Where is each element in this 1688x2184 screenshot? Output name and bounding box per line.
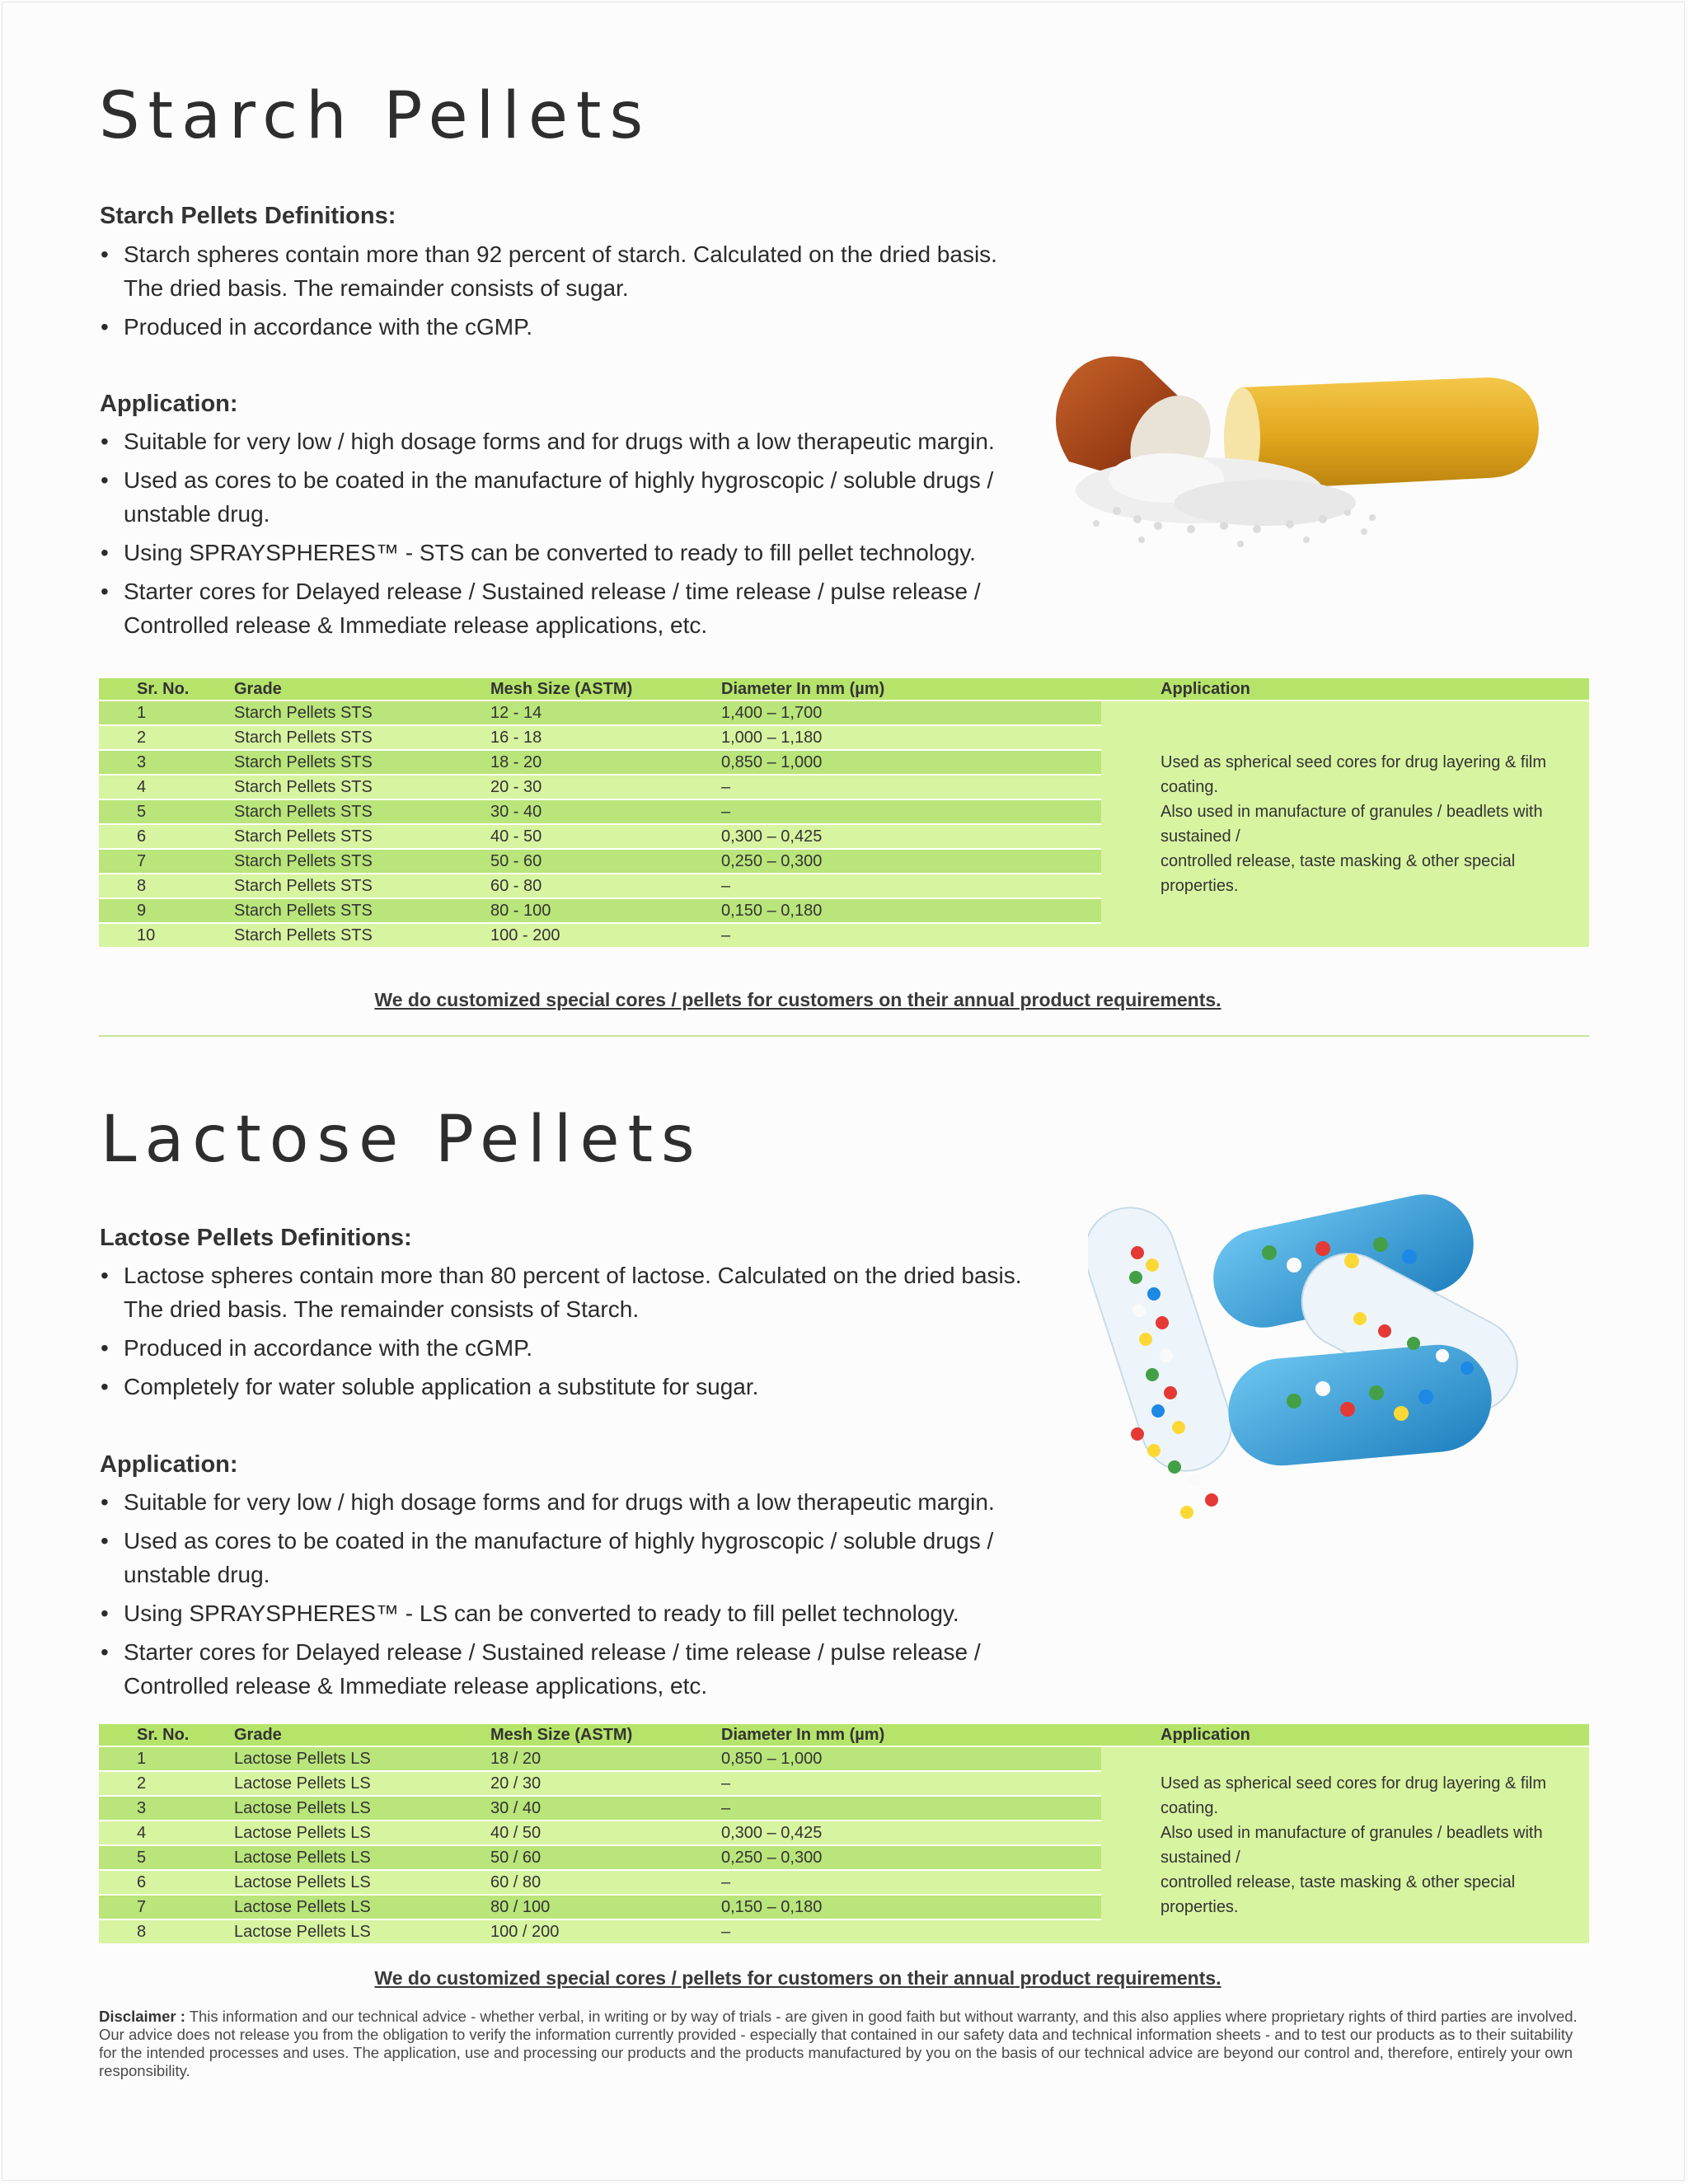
cell-diameter: – bbox=[721, 873, 1101, 898]
open-capsule-icon bbox=[993, 313, 1554, 585]
cell-sr-no: 8 bbox=[99, 1919, 234, 1943]
cell-diameter: 1,000 – 1,180 bbox=[721, 724, 1101, 749]
cell-sr-no: 7 bbox=[99, 1894, 234, 1919]
col-header-sr-no: Sr. No. bbox=[99, 678, 234, 700]
cell-grade: Lactose Pellets LS bbox=[234, 1844, 490, 1869]
cell-application bbox=[1101, 1746, 1589, 1943]
cell-diameter: 0,250 – 0,300 bbox=[721, 1844, 1101, 1869]
bullet-item: • Used as cores to be coated in the manufacture of highly hygroscopic / soluble drugs / unstable drug. bbox=[124, 1524, 1029, 1591]
cell-sr-no: 7 bbox=[99, 848, 234, 873]
application-line: Used as spherical seed cores for drug layering & film coating. bbox=[1160, 753, 1546, 796]
cell-diameter: – bbox=[721, 1795, 1101, 1820]
cell-grade: Starch Pellets STS bbox=[234, 799, 490, 823]
cell-sr-no: 1 bbox=[99, 1746, 234, 1770]
cell-sr-no: 8 bbox=[99, 873, 234, 898]
lactose-definitions-list bbox=[101, 1258, 1029, 1408]
starch-application-heading: Application: bbox=[100, 391, 238, 417]
table-row bbox=[99, 700, 1589, 724]
cell-mesh-size: 12 - 14 bbox=[490, 700, 721, 724]
bullet-item: • Suitable for very low / high dosage forms and for drugs with a low therapeutic margin. bbox=[124, 424, 1029, 458]
disclaimer bbox=[99, 2008, 1591, 2080]
cell-mesh-size: 40 / 50 bbox=[490, 1820, 721, 1844]
bullet-item: • Using SPRAYSPHERES™ - LS can be converted to ready to fill pellet technology. bbox=[124, 1596, 1029, 1630]
cell-mesh-size: 60 - 80 bbox=[490, 873, 721, 898]
cell-mesh-size: 30 - 40 bbox=[490, 799, 721, 823]
application-line: Also used in manufacture of granules / beadlets with sustained / bbox=[1160, 1824, 1543, 1867]
cell-grade: Lactose Pellets LS bbox=[234, 1795, 490, 1820]
bullet-item: • Suitable for very low / high dosage forms and for drugs with a low therapeutic margin. bbox=[124, 1485, 1029, 1519]
cell-sr-no: 4 bbox=[99, 1820, 234, 1844]
cell-diameter: 0,150 – 0,180 bbox=[721, 898, 1101, 922]
cell-mesh-size: 80 - 100 bbox=[490, 898, 721, 922]
cell-sr-no: 5 bbox=[99, 799, 234, 823]
cell-sr-no: 4 bbox=[99, 774, 234, 799]
col-header-application: Application bbox=[1101, 1724, 1589, 1746]
cell-grade: Starch Pellets STS bbox=[234, 922, 490, 947]
cell-sr-no: 6 bbox=[99, 1869, 234, 1894]
cell-diameter: – bbox=[721, 799, 1101, 823]
lactose-pellets-table bbox=[99, 1724, 1589, 1943]
cell-grade: Starch Pellets STS bbox=[234, 724, 490, 749]
cell-grade: Starch Pellets STS bbox=[234, 749, 490, 774]
starch-definitions-heading: Starch Pellets Definitions: bbox=[100, 203, 396, 229]
cell-mesh-size: 18 - 20 bbox=[490, 749, 721, 774]
cell-mesh-size: 40 - 50 bbox=[490, 823, 721, 848]
table-header-row bbox=[99, 1724, 1589, 1746]
col-header-grade: Grade bbox=[234, 1724, 490, 1746]
cell-diameter: 0,150 – 0,180 bbox=[721, 1894, 1101, 1919]
col-header-diameter: Diameter In mm (µm) bbox=[721, 678, 1101, 700]
cell-sr-no: 5 bbox=[99, 1844, 234, 1869]
application-line: Also used in manufacture of granules / beadlets with sustained / bbox=[1160, 803, 1543, 846]
col-header-mesh-size: Mesh Size (ASTM) bbox=[490, 678, 721, 700]
cell-diameter: 1,400 – 1,700 bbox=[721, 700, 1101, 724]
lactose-application-list bbox=[101, 1485, 1029, 1708]
cell-mesh-size: 16 - 18 bbox=[490, 724, 721, 749]
cell-diameter: – bbox=[721, 774, 1101, 799]
cell-grade: Starch Pellets STS bbox=[234, 774, 490, 799]
cell-diameter: 0,250 – 0,300 bbox=[721, 848, 1101, 873]
cell-diameter: 0,850 – 1,000 bbox=[721, 1746, 1101, 1770]
cell-grade: Starch Pellets STS bbox=[234, 848, 490, 873]
bullet-item: • Completely for water soluble application a substitute for sugar. bbox=[124, 1370, 1029, 1404]
cell-sr-no: 9 bbox=[99, 898, 234, 922]
bullet-item: • Produced in accordance with the cGMP. bbox=[124, 1331, 1029, 1365]
cell-diameter: – bbox=[721, 1770, 1101, 1795]
cell-diameter: – bbox=[721, 1919, 1101, 1943]
col-header-application: Application bbox=[1101, 678, 1589, 700]
col-header-mesh-size: Mesh Size (ASTM) bbox=[490, 1724, 721, 1746]
bullet-item: • Starter cores for Delayed release / Sustained release / time release / pulse release / Controlled release & Immediate release applications, etc. bbox=[124, 1635, 1029, 1703]
cell-sr-no: 6 bbox=[99, 823, 234, 848]
cell-grade: Lactose Pellets LS bbox=[234, 1770, 490, 1795]
table-row bbox=[99, 1746, 1589, 1770]
col-header-sr-no: Sr. No. bbox=[99, 1724, 234, 1746]
col-header-grade: Grade bbox=[234, 678, 490, 700]
lactose-title: Lactose Pellets bbox=[101, 1103, 703, 1177]
application-line: controlled release, taste masking & other special properties. bbox=[1160, 1873, 1516, 1916]
lactose-custom-note: We do customized special cores / pellets for customers on their annual product requirements. bbox=[374, 1967, 1221, 1989]
cell-grade: Lactose Pellets LS bbox=[234, 1919, 490, 1943]
disclaimer-text: This information and our technical advice - whether verbal, in writing or by way of trials - are given in good faith but without warranty, and this also applies where proprietary rights of third parties are involved. Our advice does not release you from the obligation to verify the information currently provided - especially that contained in our safety data and technical information sheets - and to test our products as to their suitability for the intended processes and uses. The application, use and processing our products and the products manufactured by you on the basis of our technical advice are beyond our control and, therefore, entirely your own responsibility. bbox=[99, 2008, 1578, 2079]
cell-sr-no: 1 bbox=[99, 700, 234, 724]
cell-sr-no: 2 bbox=[99, 724, 234, 749]
cell-grade: Lactose Pellets LS bbox=[234, 1746, 490, 1770]
col-header-diameter: Diameter In mm (µm) bbox=[721, 1724, 1101, 1746]
colorful-capsules-icon bbox=[1088, 1187, 1533, 1541]
cell-grade: Starch Pellets STS bbox=[234, 873, 490, 898]
cell-mesh-size: 100 / 200 bbox=[490, 1919, 721, 1943]
table-header-row bbox=[99, 678, 1589, 700]
lactose-application-heading: Application: bbox=[100, 1451, 238, 1478]
bullet-item: • Used as cores to be coated in the manufacture of highly hygroscopic / soluble drugs / unstable drug. bbox=[124, 463, 1029, 531]
cell-sr-no: 3 bbox=[99, 1795, 234, 1820]
cell-grade: Lactose Pellets LS bbox=[234, 1894, 490, 1919]
starch-application-list bbox=[101, 424, 1029, 647]
cell-application bbox=[1101, 700, 1589, 947]
lactose-capsules-image bbox=[1088, 1187, 1533, 1541]
lactose-definitions-heading: Lactose Pellets Definitions: bbox=[100, 1225, 412, 1251]
cell-mesh-size: 18 / 20 bbox=[490, 1746, 721, 1770]
cell-mesh-size: 100 - 200 bbox=[490, 922, 721, 947]
cell-mesh-size: 80 / 100 bbox=[490, 1894, 721, 1919]
bullet-item: • Produced in accordance with the cGMP. bbox=[124, 310, 1029, 344]
cell-grade: Starch Pellets STS bbox=[234, 823, 490, 848]
cell-mesh-size: 50 - 60 bbox=[490, 848, 721, 873]
starch-pellets-table bbox=[99, 678, 1589, 947]
cell-sr-no: 10 bbox=[99, 922, 234, 947]
cell-grade: Starch Pellets STS bbox=[234, 700, 490, 724]
cell-mesh-size: 20 - 30 bbox=[490, 774, 721, 799]
cell-diameter: 0,850 – 1,000 bbox=[721, 749, 1101, 774]
cell-grade: Starch Pellets STS bbox=[234, 898, 490, 922]
cell-mesh-size: 20 / 30 bbox=[490, 1770, 721, 1795]
cell-mesh-size: 50 / 60 bbox=[490, 1844, 721, 1869]
cell-grade: Lactose Pellets LS bbox=[234, 1869, 490, 1894]
cell-diameter: 0,300 – 0,425 bbox=[721, 1820, 1101, 1844]
cell-grade: Lactose Pellets LS bbox=[234, 1820, 490, 1844]
cell-diameter: – bbox=[721, 1869, 1101, 1894]
application-line: controlled release, taste masking & other special properties. bbox=[1160, 852, 1516, 895]
application-line: Used as spherical seed cores for drug layering & film coating. bbox=[1160, 1774, 1546, 1817]
cell-sr-no: 3 bbox=[99, 749, 234, 774]
starch-custom-note: We do customized special cores / pellets for customers on their annual product requirements. bbox=[374, 989, 1221, 1010]
bullet-item: • Starter cores for Delayed release / Sustained release / time release / pulse release / Controlled release & Immediate release applications, etc. bbox=[124, 574, 1029, 642]
starch-title: Starch Pellets bbox=[99, 79, 652, 153]
starch-capsule-image bbox=[993, 313, 1554, 585]
disclaimer-label: Disclaimer : bbox=[99, 2008, 185, 2025]
cell-mesh-size: 60 / 80 bbox=[490, 1869, 721, 1894]
cell-diameter: 0,300 – 0,425 bbox=[721, 823, 1101, 848]
starch-definitions-list bbox=[101, 237, 1029, 349]
bullet-item: • Using SPRAYSPHERES™ - STS can be converted to ready to fill pellet technology. bbox=[124, 536, 1029, 569]
section-divider bbox=[99, 1035, 1589, 1037]
cell-mesh-size: 30 / 40 bbox=[490, 1795, 721, 1820]
cell-sr-no: 2 bbox=[99, 1770, 234, 1795]
cell-diameter: – bbox=[721, 922, 1101, 947]
bullet-item: • Starch spheres contain more than 92 percent of starch. Calculated on the dried basis. The dried basis. The remainder consists of sugar. bbox=[124, 237, 1029, 305]
bullet-item: • Lactose spheres contain more than 80 percent of lactose. Calculated on the dried basis. The dried basis. The remainder consists of Starch. bbox=[124, 1258, 1029, 1326]
